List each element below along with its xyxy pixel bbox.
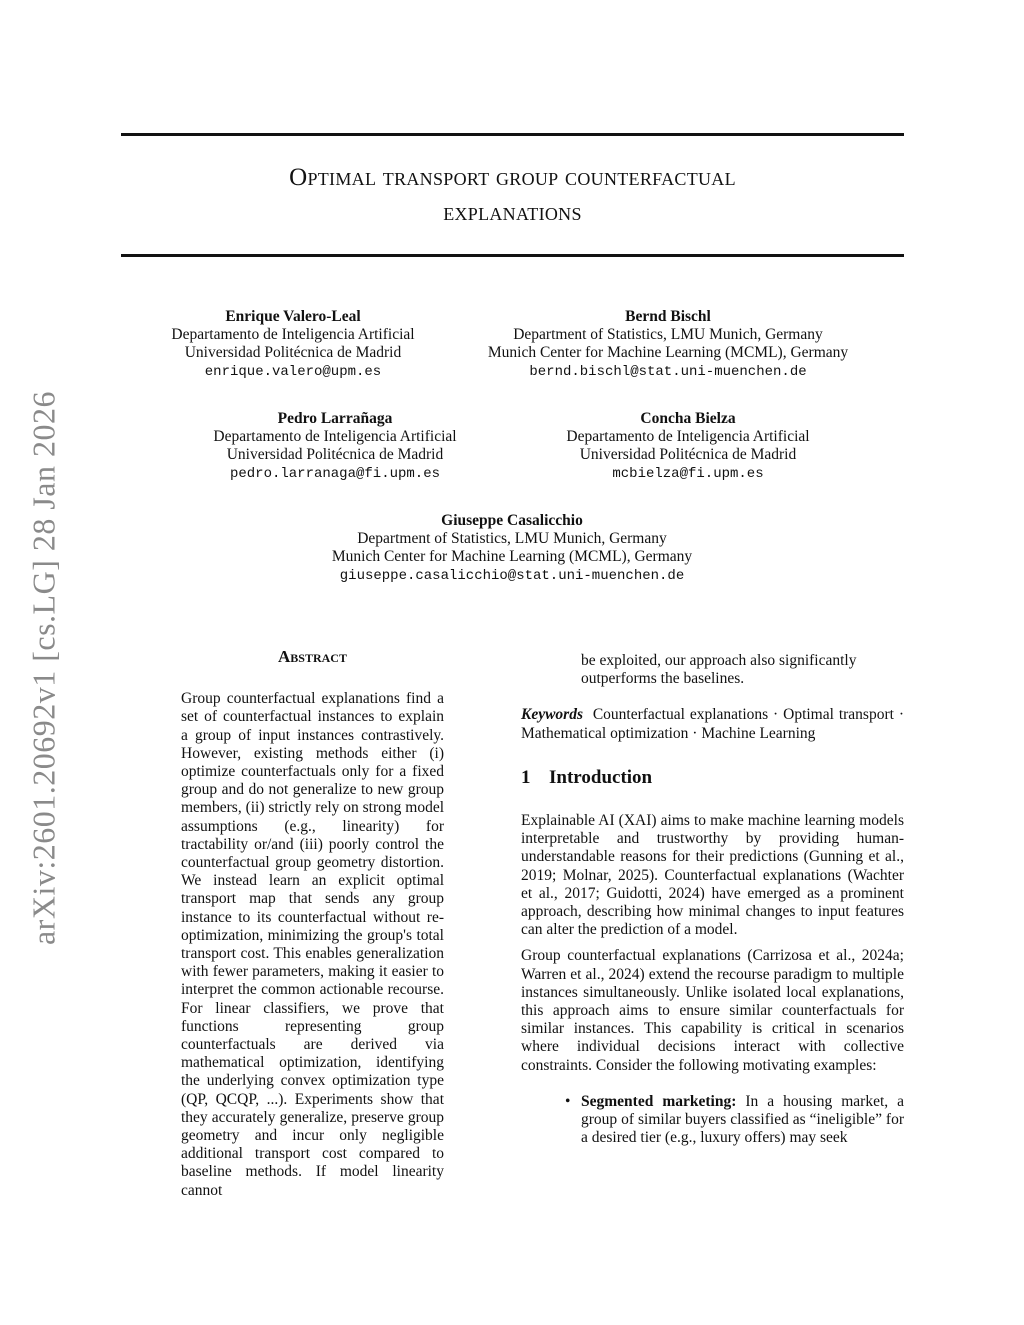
author-affiliation: Munich Center for Machine Learning (MCML), Germany <box>331 548 693 566</box>
arxiv-stamp-text: arXiv:2601.20692v1 [cs.LG] 28 Jan 2026 <box>25 390 62 945</box>
bullet-symbol: • <box>565 1092 571 1110</box>
author-affiliation: Departamento de Inteligencia Artificial <box>171 326 415 344</box>
left-column <box>181 648 444 1200</box>
abstract-continuation: be exploited, our approach also significantly outperforms the baselines. <box>581 652 857 688</box>
title-initial: O <box>289 164 308 191</box>
author-email: pedro.larranaga@fi.upm.es <box>229 465 441 482</box>
paper-title <box>121 160 904 230</box>
keywords-label: Keywords <box>521 706 583 724</box>
author-block <box>153 308 433 381</box>
title-rule-top <box>121 133 904 136</box>
bullet-label: Segmented marketing: <box>581 1092 737 1110</box>
author-email: bernd.bischl@stat.uni-muenchen.de <box>529 363 807 380</box>
keywords <box>521 706 904 742</box>
intro-paragraph: Group counterfactual explanations (Carrizosa et al., 2024a; Warren et al., 2024) extend the recourse paradigm to multiple instances simultaneously. Unlike isolated local explanations, this approach aims to ensure similar counterfactuals for similar instances. This capability is critical in scenarios where individual decisions interact with collective constraints. Consider the following motivating examples: <box>521 947 904 1074</box>
section-title: Introduction <box>549 766 653 788</box>
section-heading <box>521 766 904 788</box>
author-affiliation: Department of Statistics, LMU Munich, Germany <box>357 530 667 548</box>
author-name: Pedro Larrañaga <box>277 410 393 427</box>
bullet-item <box>565 1092 904 1148</box>
author-name: Concha Bielza <box>640 410 736 427</box>
intro-paragraph: Explainable AI (XAI) aims to make machine learning models interpretable and trustworthy by providing human-understandable reasons for their predictions (Gunning et al., 2019; Molnar, 2025). Counterfactual explanations (Wachter et al., 2017; Guidotti, 2024) have emerged as a prominent approach, describing how minimal changes to input features can alter the prediction of a model. <box>521 812 904 939</box>
author-affiliation: Universidad Politécnica de Madrid <box>226 446 444 464</box>
author-block <box>195 410 475 483</box>
author-affiliation: Universidad Politécnica de Madrid <box>184 344 402 362</box>
keywords-text: Counterfactual explanations · Optimal transport · Mathematical optimization · Machine Learning <box>521 706 904 742</box>
author-block <box>282 512 742 585</box>
title-line1: ptimal transport group counterfactual <box>307 164 736 191</box>
section-number: 1 <box>521 766 531 788</box>
author-affiliation: Departamento de Inteligencia Artificial <box>213 428 457 446</box>
title-line2: explanations <box>443 199 582 226</box>
author-affiliation: Department of Statistics, LMU Munich, Germany <box>513 326 823 344</box>
author-name: Bernd Bischl <box>625 308 711 325</box>
author-name: Giuseppe Casalicchio <box>441 512 583 529</box>
author-name: Enrique Valero-Leal <box>225 308 361 325</box>
author-email: giuseppe.casalicchio@stat.uni-muenchen.de <box>339 567 685 584</box>
author-affiliation: Munich Center for Machine Learning (MCML), Germany <box>487 344 849 362</box>
arxiv-stamp <box>8 380 80 955</box>
abstract-text: Group counterfactual explanations find a set of counterfactual instances to explain a group of input instances contrastively. However, existing methods either (i) optimize counterfactuals only for a fixed group and do not generalize to new group members, (ii) strictly rely on strong model assumptions (e.g., linearity) for tractability or/and (iii) poorly control the counterfactual group geometry distortion. We instead learn an explicit optimal transport map that sends any group instance to its counterfactual without re-optimization, minimizing the group's total transport cost. This enables generalization with fewer parameters, making it easier to interpret the common actionable recourse. For linear classifiers, we prove that functions representing group counterfactuals are derived via mathematical optimization, identifying the underlying convex optimization type (QP, QCQP, ...). Experiments show that they accurately generalize, preserve group geometry and incur only negligible additional transport cost compared to baseline methods. If model linearity cannot <box>181 690 445 1199</box>
author-email: mcbielza@fi.upm.es <box>612 465 764 482</box>
author-affiliation: Departamento de Inteligencia Artificial <box>566 428 810 446</box>
author-email: enrique.valero@upm.es <box>204 363 382 380</box>
right-column <box>521 652 904 1147</box>
author-block <box>468 308 868 381</box>
author-affiliation: Universidad Politécnica de Madrid <box>579 446 797 464</box>
bullet-text: In a housing market, a group of similar buyers classified as “ineligible” for a desired tier (e.g., luxury offers) may seek <box>581 1092 904 1147</box>
abstract-heading: Abstract <box>278 647 347 666</box>
title-rule-bottom <box>121 254 904 257</box>
author-block <box>548 410 828 483</box>
